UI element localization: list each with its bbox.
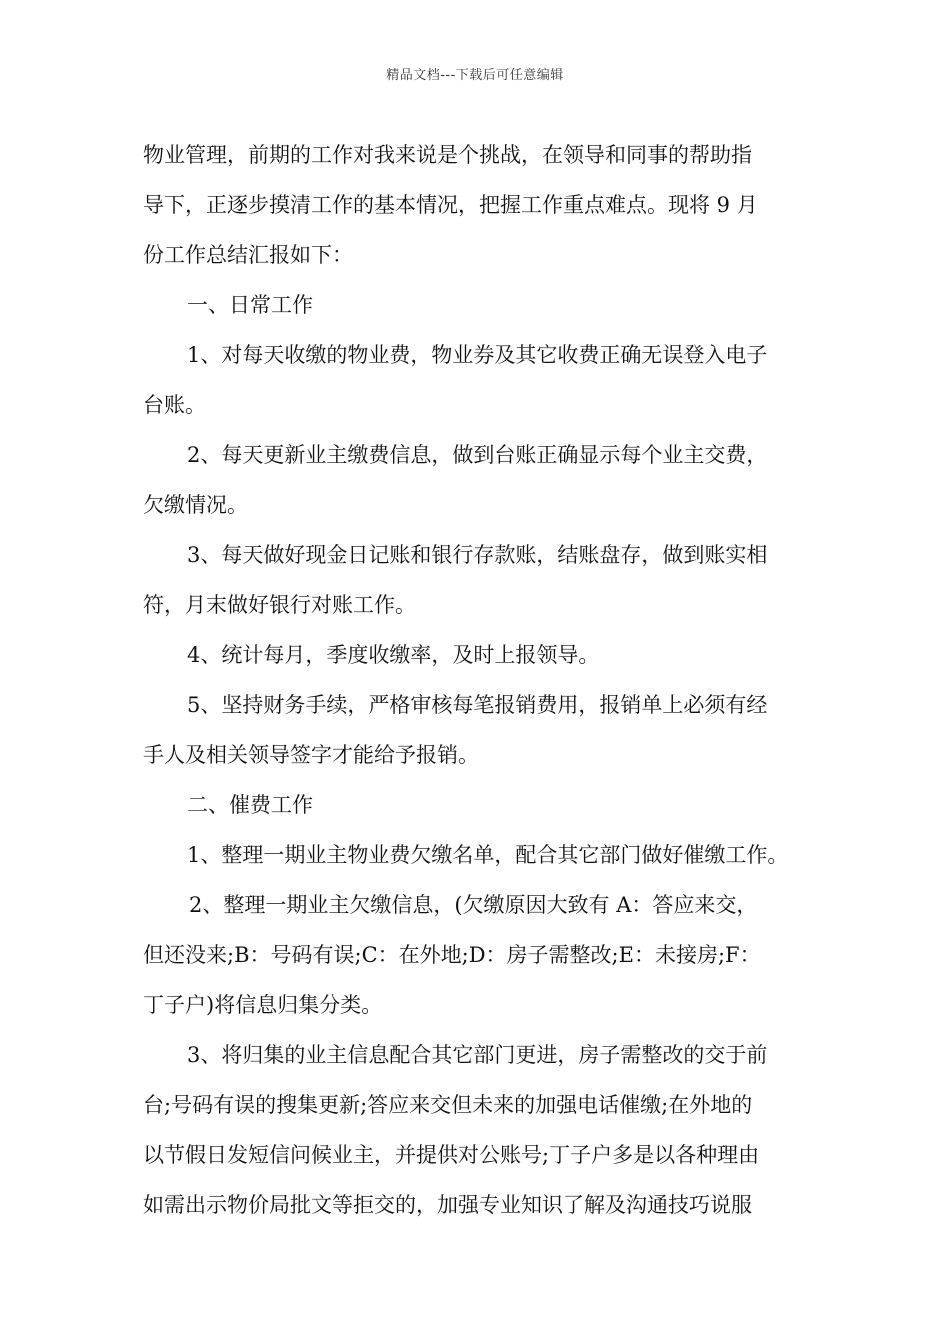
section-heading: 一、日常工作 (187, 293, 313, 317)
paragraph-line: 台账。 (143, 393, 206, 417)
paragraph-line: 以节假日发短信问候业主，并提供对公账号;丁子户多是以各种理由 (143, 1143, 760, 1167)
section-heading: 二、催费工作 (187, 793, 313, 817)
document-body (143, 130, 815, 1230)
paragraph-line: 2、整理一期业主欠缴信息，(欠缴原因大致有 A：答应来交， (189, 893, 758, 917)
page-header: 精品文档---下载后可任意编辑 (386, 68, 564, 83)
paragraph-line: 物业管理，前期的工作对我来说是个挑战，在领导和同事的帮助指 (143, 143, 752, 167)
paragraph-line: 5、坚持财务手续，严格审核每笔报销费用，报销单上必须有经 (187, 693, 768, 717)
paragraph-line: 2、每天更新业主缴费信息，做到台账正确显示每个业主交费， (187, 443, 768, 467)
paragraph-line: 如需出示物价局批文等拒交的，加强专业知识了解及沟通技巧说服 (143, 1193, 752, 1217)
paragraph-line: 但还没来;B：号码有误;C：在外地;D：房子需整改;E：未接房;F： (143, 943, 761, 967)
paragraph-line: 导下，正逐步摸清工作的基本情况，把握工作重点难点。现将 9 月 (143, 193, 758, 217)
paragraph-line: 欠缴情况。 (143, 493, 248, 517)
paragraph-line: 符，月末做好银行对账工作。 (143, 593, 416, 617)
paragraph-line: 丁子户)将信息归集分类。 (143, 993, 383, 1017)
paragraph-line: 台;号码有误的搜集更新;答应来交但未来的加强电话催缴;在外地的 (143, 1093, 753, 1117)
paragraph-line: 3、每天做好现金日记账和银行存款账，结账盘存，做到账实相 (187, 543, 768, 567)
paragraph-line: 4、统计每月，季度收缴率，及时上报领导。 (187, 643, 600, 667)
paragraph-line: 1、整理一期业主物业费欠缴名单，配合其它部门做好催缴工作。 (187, 843, 789, 867)
paragraph-line: 手人及相关领导签字才能给予报销。 (143, 743, 479, 767)
paragraph-line: 3、将归集的业主信息配合其它部门更进，房子需整改的交于前 (187, 1043, 768, 1067)
paragraph-line: 1、对每天收缴的物业费，物业券及其它收费正确无误登入电子 (187, 343, 768, 367)
paragraph-line: 份工作总结汇报如下： (143, 243, 353, 267)
